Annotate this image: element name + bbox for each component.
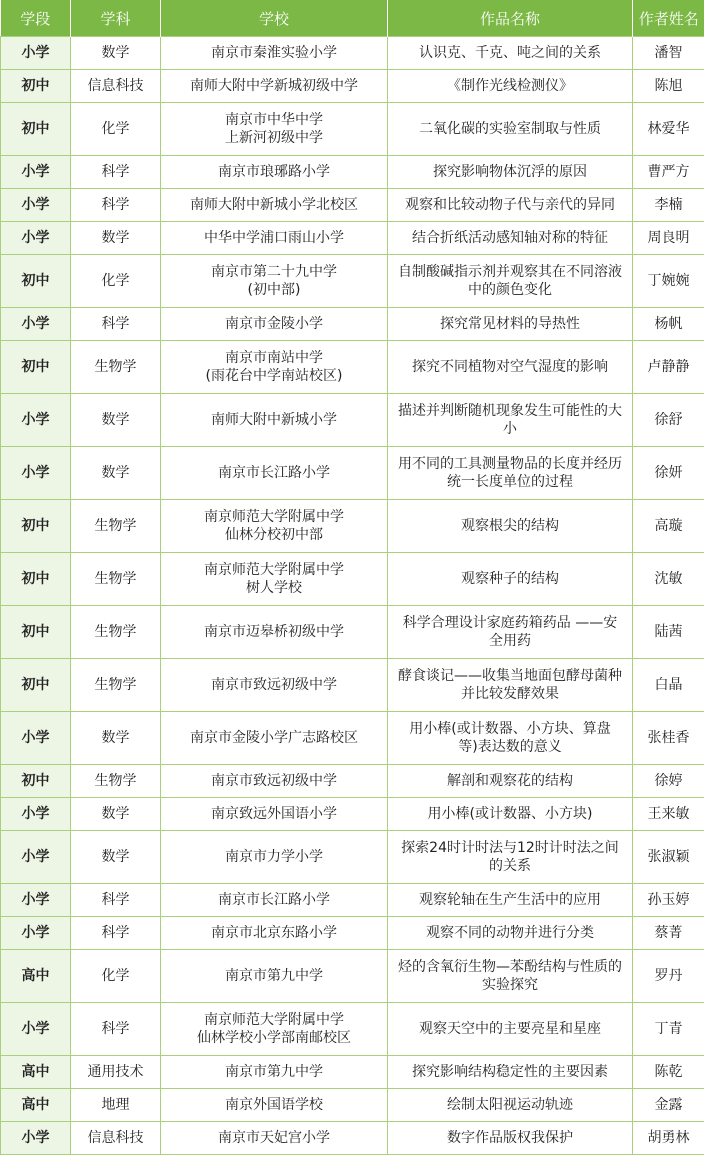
cell-school [161, 222, 388, 255]
cell-author: 胡勇林 [633, 1122, 704, 1155]
work-line: 探究不同植物对空气湿度的影响 [392, 358, 628, 376]
work-line: 探究影响结构稳定性的主要因素 [392, 1063, 628, 1081]
school-line: 南师大附中新城小学北校区 [165, 196, 383, 214]
work-line: 中的颜色变化 [392, 281, 628, 299]
cell-author: 沈敏 [633, 553, 704, 606]
cell-author: 丁青 [633, 1003, 704, 1056]
cell-school [161, 341, 388, 394]
school-line: 南京市金陵小学广志路校区 [165, 729, 383, 747]
school-line: 南京市琅琊路小学 [165, 163, 383, 181]
table-row [1, 1056, 704, 1089]
cell-level: 小学 [1, 394, 71, 447]
header-school: 学校 [161, 0, 388, 37]
header-work: 作品名称 [388, 0, 633, 37]
cell-level: 小学 [1, 798, 71, 831]
cell-work [388, 1089, 633, 1122]
work-line: 解剖和观察花的结构 [392, 772, 628, 790]
cell-level: 小学 [1, 712, 71, 765]
cell-subject: 生物学 [71, 659, 161, 712]
cell-author: 卢静静 [633, 341, 704, 394]
cell-subject: 数学 [71, 831, 161, 884]
cell-school [161, 712, 388, 765]
school-line: 南京师范大学附属中学 [165, 561, 383, 579]
cell-work [388, 553, 633, 606]
cell-level: 小学 [1, 308, 71, 341]
cell-level: 小学 [1, 222, 71, 255]
table-row [1, 950, 704, 1003]
table-row [1, 1122, 704, 1155]
work-line: 《制作光线检测仪》 [392, 77, 628, 95]
cell-level: 小学 [1, 156, 71, 189]
cell-school [161, 37, 388, 70]
cell-school [161, 917, 388, 950]
cell-author: 徐舒 [633, 394, 704, 447]
cell-school [161, 447, 388, 500]
cell-school [161, 500, 388, 553]
cell-subject: 通用技术 [71, 1056, 161, 1089]
table-row [1, 222, 704, 255]
cell-subject: 科学 [71, 1003, 161, 1056]
work-line: 绘制太阳视运动轨迹 [392, 1096, 628, 1114]
cell-author: 蔡菁 [633, 917, 704, 950]
work-line: 等)表达数的意义 [392, 738, 628, 756]
table-row [1, 70, 704, 103]
table-row [1, 884, 704, 917]
cell-author: 王来敏 [633, 798, 704, 831]
cell-level: 高中 [1, 1089, 71, 1122]
school-line: 南京市长江路小学 [165, 464, 383, 482]
work-line: 观察种子的结构 [392, 570, 628, 588]
cell-school [161, 765, 388, 798]
cell-school [161, 659, 388, 712]
cell-subject: 科学 [71, 189, 161, 222]
cell-work [388, 1003, 633, 1056]
school-line: 南京师范大学附属中学 [165, 1011, 383, 1029]
cell-school [161, 1122, 388, 1155]
cell-subject: 化学 [71, 255, 161, 308]
cell-author: 徐婷 [633, 765, 704, 798]
table-row [1, 394, 704, 447]
cell-school [161, 553, 388, 606]
cell-school [161, 394, 388, 447]
school-line: 南京市天妃宫小学 [165, 1129, 383, 1147]
cell-level: 初中 [1, 765, 71, 798]
cell-level: 小学 [1, 447, 71, 500]
cell-subject: 科学 [71, 917, 161, 950]
cell-level: 初中 [1, 500, 71, 553]
cell-subject: 科学 [71, 308, 161, 341]
cell-subject: 数学 [71, 222, 161, 255]
cell-level: 初中 [1, 103, 71, 156]
table-row [1, 606, 704, 659]
work-line: 观察和比较动物子代与亲代的异同 [392, 196, 628, 214]
cell-work [388, 341, 633, 394]
cell-subject: 生物学 [71, 553, 161, 606]
cell-author: 林爱华 [633, 103, 704, 156]
cell-level: 小学 [1, 917, 71, 950]
work-line: 科学合理设计家庭药箱药品 ——安 [392, 614, 628, 632]
cell-author: 曹严方 [633, 156, 704, 189]
cell-level: 初中 [1, 606, 71, 659]
cell-author: 徐妍 [633, 447, 704, 500]
cell-author: 白晶 [633, 659, 704, 712]
work-line: 用小棒(或计数器、小方块) [392, 805, 628, 823]
cell-author: 张淑颖 [633, 831, 704, 884]
school-line: 南京致远外国语小学 [165, 805, 383, 823]
cell-subject: 生物学 [71, 500, 161, 553]
school-line: (初中部) [165, 281, 383, 299]
cell-level: 小学 [1, 1003, 71, 1056]
school-line: 南京市中华中学 [165, 111, 383, 129]
header-author: 作者姓名 [633, 0, 704, 37]
cell-work [388, 1122, 633, 1155]
cell-work [388, 765, 633, 798]
work-line: 小 [392, 420, 628, 438]
work-line: 统一长度单位的过程 [392, 473, 628, 491]
work-line: 用不同的工具测量物品的长度并经历 [392, 455, 628, 473]
cell-author: 张桂香 [633, 712, 704, 765]
school-line: 南京市力学小学 [165, 848, 383, 866]
school-line: 南京市致远初级中学 [165, 772, 383, 790]
cell-subject: 化学 [71, 103, 161, 156]
school-line: 南师大附中学新城初级中学 [165, 77, 383, 95]
cell-work [388, 606, 633, 659]
cell-author: 潘智 [633, 37, 704, 70]
cell-work [388, 798, 633, 831]
cell-work [388, 500, 633, 553]
cell-author: 罗丹 [633, 950, 704, 1003]
cell-level: 初中 [1, 553, 71, 606]
cell-work [388, 37, 633, 70]
table-row [1, 189, 704, 222]
cell-author: 陆茜 [633, 606, 704, 659]
cell-level: 高中 [1, 950, 71, 1003]
work-line: 用小棒(或计数器、小方块、算盘 [392, 720, 628, 738]
cell-work [388, 308, 633, 341]
cell-subject: 生物学 [71, 765, 161, 798]
school-line: 南京外国语学校 [165, 1096, 383, 1114]
school-line: 上新河初级中学 [165, 129, 383, 147]
cell-work [388, 659, 633, 712]
cell-subject: 生物学 [71, 606, 161, 659]
cell-work [388, 189, 633, 222]
cell-work [388, 884, 633, 917]
table-row [1, 500, 704, 553]
cell-subject: 科学 [71, 884, 161, 917]
work-line: 探究影响物体沉浮的原因 [392, 163, 628, 181]
work-line: 观察根尖的结构 [392, 517, 628, 535]
cell-subject: 信息科技 [71, 1122, 161, 1155]
cell-school [161, 255, 388, 308]
cell-level: 小学 [1, 831, 71, 884]
work-line: 观察不同的动物并进行分类 [392, 924, 628, 942]
header-row [1, 0, 704, 37]
table-row [1, 798, 704, 831]
table-row [1, 831, 704, 884]
school-line: 南京市第二十九中学 [165, 263, 383, 281]
table-row [1, 156, 704, 189]
cell-subject: 数学 [71, 447, 161, 500]
cell-work [388, 70, 633, 103]
cell-level: 小学 [1, 189, 71, 222]
work-line: 观察天空中的主要亮星和星座 [392, 1020, 628, 1038]
cell-school [161, 308, 388, 341]
table-header [1, 0, 704, 37]
table-row [1, 341, 704, 394]
cell-author: 陈乾 [633, 1056, 704, 1089]
work-line: 描述并判断随机现象发生可能性的大 [392, 402, 628, 420]
work-line: 自制酸碱指示剂并观察其在不同溶液 [392, 263, 628, 281]
school-line: 南京市第九中学 [165, 1063, 383, 1081]
cell-subject: 化学 [71, 950, 161, 1003]
work-line: 全用药 [392, 632, 628, 650]
cell-author: 金露 [633, 1089, 704, 1122]
school-line: 南京市秦淮实验小学 [165, 44, 383, 62]
work-line: 并比较发酵效果 [392, 685, 628, 703]
school-line: 南京市南站中学 [165, 349, 383, 367]
cell-level: 初中 [1, 341, 71, 394]
cell-work [388, 255, 633, 308]
work-line: 的关系 [392, 857, 628, 875]
cell-work [388, 917, 633, 950]
cell-author: 杨帆 [633, 308, 704, 341]
school-line: 南京市第九中学 [165, 967, 383, 985]
cell-subject: 数学 [71, 37, 161, 70]
work-line: 探究常见材料的导热性 [392, 315, 628, 333]
work-line: 烃的含氧衍生物—苯酚结构与性质的 [392, 958, 628, 976]
cell-level: 小学 [1, 37, 71, 70]
cell-level: 高中 [1, 1056, 71, 1089]
school-line: 仙林分校初中部 [165, 526, 383, 544]
cell-work [388, 831, 633, 884]
table-row [1, 447, 704, 500]
school-line: 南京市金陵小学 [165, 315, 383, 333]
cell-author: 周良明 [633, 222, 704, 255]
cell-school [161, 1003, 388, 1056]
cell-subject: 生物学 [71, 341, 161, 394]
cell-school [161, 70, 388, 103]
cell-work [388, 950, 633, 1003]
school-line: 南京市北京东路小学 [165, 924, 383, 942]
school-line: 南京师范大学附属中学 [165, 508, 383, 526]
cell-author: 陈旭 [633, 70, 704, 103]
cell-work [388, 712, 633, 765]
cell-work [388, 103, 633, 156]
cell-school [161, 1056, 388, 1089]
work-line: 认识克、千克、吨之间的关系 [392, 44, 628, 62]
cell-work [388, 1056, 633, 1089]
cell-level: 小学 [1, 1122, 71, 1155]
cell-school [161, 156, 388, 189]
cell-school [161, 950, 388, 1003]
cell-school [161, 884, 388, 917]
table-row [1, 1089, 704, 1122]
cell-subject: 数学 [71, 798, 161, 831]
cell-school [161, 103, 388, 156]
table-row [1, 659, 704, 712]
cell-author: 丁婉婉 [633, 255, 704, 308]
work-line: 酵食谈记——收集当地面包酵母菌种 [392, 667, 628, 685]
school-line: 仙林学校小学部南邮校区 [165, 1029, 383, 1047]
table-row [1, 308, 704, 341]
cell-school [161, 606, 388, 659]
cell-author: 高璇 [633, 500, 704, 553]
work-line: 二氧化碳的实验室制取与性质 [392, 120, 628, 138]
cell-school [161, 1089, 388, 1122]
school-line: (雨花台中学南站校区) [165, 367, 383, 385]
school-line: 南京市致远初级中学 [165, 676, 383, 694]
table-row [1, 37, 704, 70]
school-line: 南京市长江路小学 [165, 891, 383, 909]
work-line: 实验探究 [392, 976, 628, 994]
table-row [1, 712, 704, 765]
cell-work [388, 447, 633, 500]
header-subject: 学科 [71, 0, 161, 37]
table-row [1, 255, 704, 308]
cell-level: 初中 [1, 255, 71, 308]
work-line: 探索24时计时法与12时计时法之间 [392, 839, 628, 857]
cell-subject: 数学 [71, 394, 161, 447]
table-body [1, 37, 704, 1155]
cell-subject: 数学 [71, 712, 161, 765]
table-row [1, 103, 704, 156]
school-line: 树人学校 [165, 579, 383, 597]
cell-level: 初中 [1, 659, 71, 712]
cell-work [388, 156, 633, 189]
table-row [1, 917, 704, 950]
school-line: 南师大附中新城小学 [165, 411, 383, 429]
school-line: 中华中学浦口雨山小学 [165, 229, 383, 247]
table-row [1, 1003, 704, 1056]
cell-author: 孙玉婷 [633, 884, 704, 917]
cell-work [388, 222, 633, 255]
cell-subject: 地理 [71, 1089, 161, 1122]
table-row [1, 553, 704, 606]
work-line: 结合折纸活动感知轴对称的特征 [392, 229, 628, 247]
work-line: 观察轮轴在生产生活中的应用 [392, 891, 628, 909]
cell-school [161, 831, 388, 884]
work-line: 数字作品版权我保护 [392, 1129, 628, 1147]
cell-school [161, 189, 388, 222]
header-level: 学段 [1, 0, 71, 37]
cell-work [388, 394, 633, 447]
school-line: 南京市迈皋桥初级中学 [165, 623, 383, 641]
cell-level: 小学 [1, 884, 71, 917]
table-row [1, 765, 704, 798]
cell-subject: 信息科技 [71, 70, 161, 103]
cell-level: 初中 [1, 70, 71, 103]
cell-school [161, 798, 388, 831]
cell-author: 李楠 [633, 189, 704, 222]
cell-subject: 科学 [71, 156, 161, 189]
